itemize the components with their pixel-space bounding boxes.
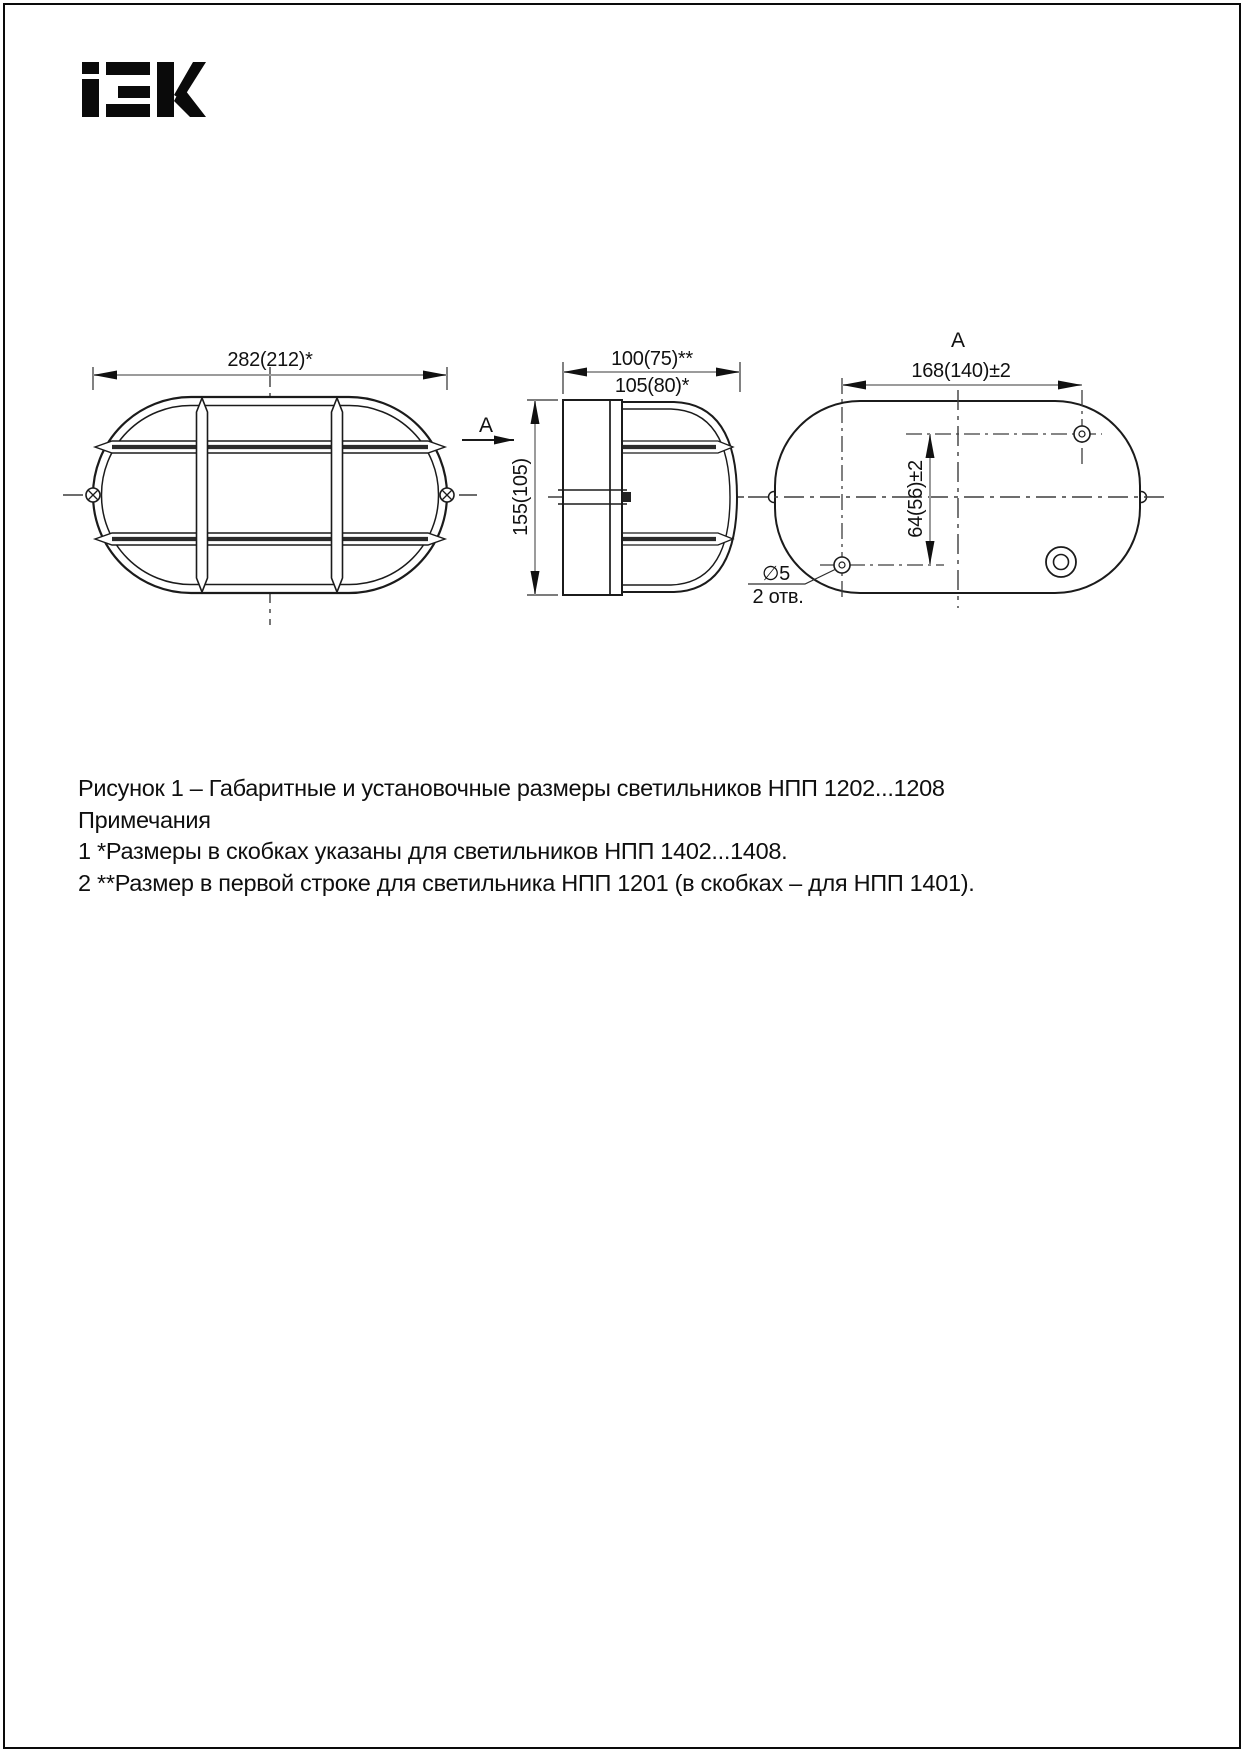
side-height-dim-label: 155(105)	[510, 458, 532, 536]
iek-logo	[82, 62, 206, 117]
front-view	[63, 349, 477, 625]
front-width-dim-label: 282(212)*	[227, 349, 313, 371]
back-height-dim-label: 64(56)±2	[905, 460, 927, 538]
back-width-dimension	[842, 360, 1082, 385]
front-outer-shell	[93, 397, 447, 593]
mounting-hole-top-right	[1074, 426, 1090, 442]
logo-k-stem	[157, 62, 174, 117]
side-width-dimension	[563, 348, 740, 397]
logo-e-bottom-bar	[106, 104, 150, 117]
side-base-body	[563, 400, 622, 595]
view-direction-arrow	[462, 414, 514, 440]
front-screw-left	[86, 488, 100, 502]
logo-e-top-bar	[106, 62, 150, 75]
figure-caption-block	[78, 773, 1178, 899]
back-width-dim-label: 168(140)±2	[911, 360, 1011, 382]
back-view	[748, 329, 1168, 608]
hole-diameter-label: ∅5	[762, 563, 790, 585]
notes-heading: Примечания	[78, 806, 211, 833]
mounting-hole-bottom-left	[834, 557, 850, 573]
hole-count-label: 2 отв.	[752, 586, 804, 608]
logo-i-dot	[82, 62, 99, 74]
figure-caption: Рисунок 1 – Габаритные и установочные размеры светильников НПП 1202...1208	[78, 775, 945, 801]
side-width-dim-row2: 105(80)*	[614, 375, 690, 397]
back-view-title: A	[950, 329, 966, 352]
side-view	[510, 348, 744, 595]
front-screw-right	[440, 488, 454, 502]
logo-i-stem	[82, 79, 99, 117]
view-direction-label: A	[478, 414, 494, 437]
note-1: 1 *Размеры в скобках указаны для светильников НПП 1402...1408.	[78, 838, 788, 864]
note-2: 2 **Размер в первой строке для светильника НПП 1201 (в скобках – для НПП 1401).	[78, 869, 975, 896]
cable-entry-hole	[1046, 547, 1076, 577]
logo-e-mid-bar	[118, 86, 150, 98]
side-width-dim-row1: 100(75)**	[611, 348, 693, 370]
side-dome-outer	[622, 402, 737, 592]
